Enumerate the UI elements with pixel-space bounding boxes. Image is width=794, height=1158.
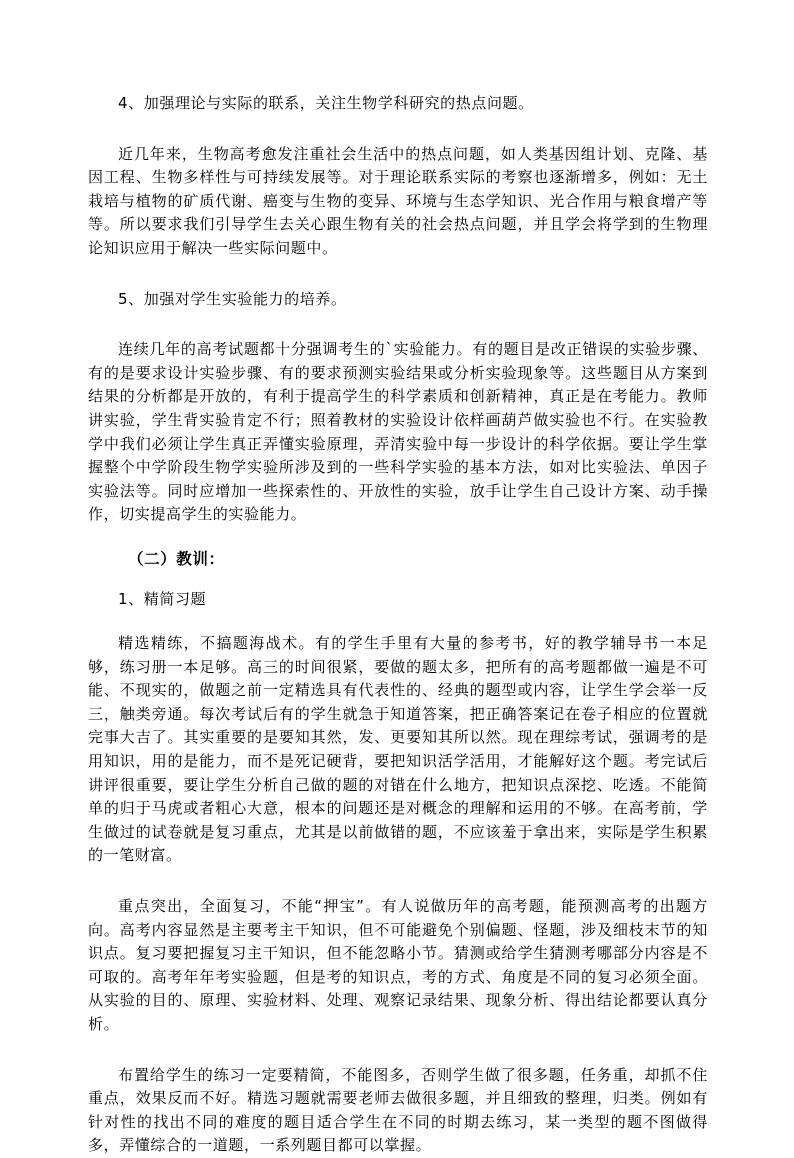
document-page [88,92,708,1158]
paragraph-1c: 布置给学生的练习一定要精简，不能图多，否则学生做了很多题，任务重，却抓不住重点，效果反而不好。精选习题就需要老师去做很多题，并且细致的整理，归类。例如有针对性的找出不同的难度的题目适合学生在不同的时期去练习，某一类型的题不图做得多，弄懂综合的一道题，一系列题目都可以掌握。 [88,1065,708,1155]
heading-4: 4、加强理论与实际的联系，关注生物学科研究的热点问题。 [118,94,534,112]
paragraph-1b: 重点突出，全面复习，不能“押宝”。有人说做历年的高考题，能预测高考的出题方向。高考内容显然是主要考主干知识，但不可能避免个别偏题、怪题，涉及细枝末节的知识点。复习要把握复习主干知识，但不能忽略小节。猜测或给学生猜测考哪部分内容是不可取的。高考年年考实验题，但是考的知识点，考的方式、角度是不同的复习必须全面。从实验的目的、原理、实验材料、处理、观察记录结果、现象分析、得出结论都要认真分析。 [88,897,708,1033]
paragraph-5: 连续几年的高考试题都十分强调考生的`实验能力。有的题目是改正错误的实验步骤、有的是要求设计实验步骤、有的要求预测实验结果或分析实验现象等。这些题目从方案到结果的分析都是开放的，有利于提高学生的科学素质和创新精神，真正是在考能力。教师讲实验，学生背实验肯定不行；照着教材的实验设计依样画葫芦做实验也不行。在实验教学中我们必须让学生真正弄懂实验原理，弄清实验中每一步设计的科学依据。要让学生掌握整个中学阶段生物学实验所涉及到的一些科学实验的基本方法，如对比实验法、单因子实验法等。同时应增加一些探索性的、开放性的实验，放手让学生自己设计方案、动手操作，切实提高学生的实验能力。 [88,340,708,524]
heading-5: 5、加强对学生实验能力的培养。 [118,289,347,308]
heading-1: 1、精简习题 [118,589,207,608]
spacer [88,261,708,288]
spacer [88,527,708,548]
spacer [88,116,708,143]
spacer [88,572,708,588]
spacer [88,868,708,895]
spacer [88,311,708,338]
spacer [88,611,708,632]
spacer [88,1037,708,1064]
paragraph-4: 近几年来，生物高考愈发注重社会生活中的热点问题，如人类基因组计划、克隆、基因工程、生物多样性与可持续发展等。对于理论联系实际的考察也逐渐增多，例如：无土栽培与植物的矿质代谢、癌变与生物的变异、环境与生态学知识、光合作用与粮食增产等等。所以要求我们引导学生去关心跟生物有关的社会热点问题，并且学会将学到的生物理论知识应用于解决一些实际问题中。 [88,144,708,257]
section-title: （二）教训： [128,549,225,568]
paragraph-1a: 精选精练，不搞题海战术。有的学生手里有大量的参考书，好的教学辅导书一本足够，练习册一本足够。高三的时间很紧，要做的题太多，把所有的高考题都做一遍是不可能、不现实的，做题之前一定精选具有代表性的、经典的题型或内容，让学生学会举一反三，触类旁通。每次考试后有的学生就急于知道答案，把正确答案记在卷子相应的位置就完事大吉了。其实重要的是要知其然，发、更要知其所以然。现在理综考试，强调考的是用知识，用的是能力，而不是死记硬背，要把知识活学活用，才能解好这个题。考完试后讲评很重要，要让学生分析自己做的题的对错在什么地方，把知识点深挖、吃透。不能简单的归于马虎或者粗心大意，根本的问题还是对概念的理解和运用的不够。在高考前，学生做过的试卷就是复习重点，尤其是以前做错的题，不应该羞于拿出来，实际是学生积累的一笔财富。 [88,634,708,865]
